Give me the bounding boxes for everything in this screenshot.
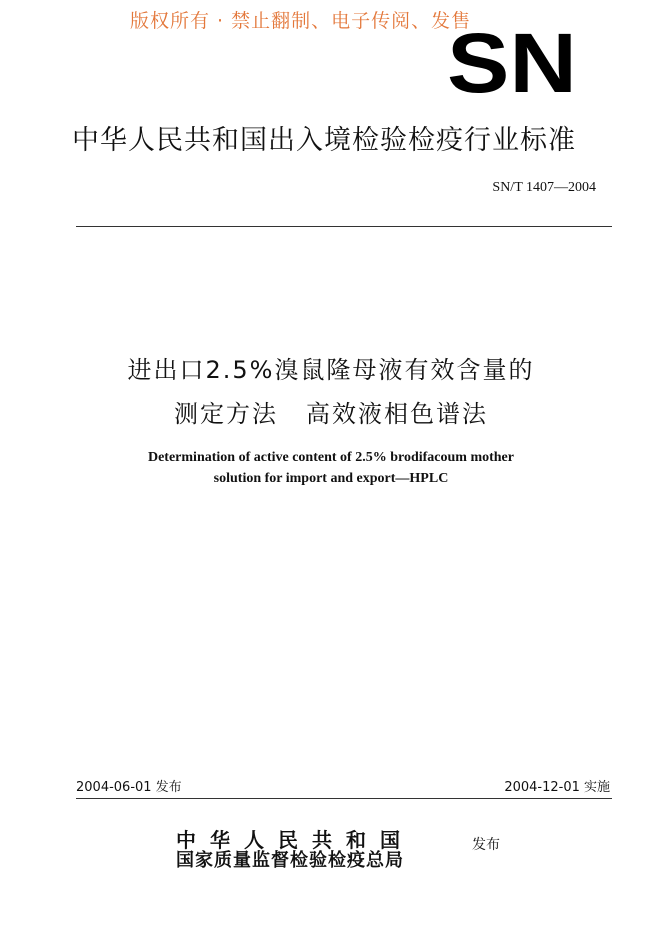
title-chinese-line-1: 进出口2.5%溴鼠隆母液有效含量的 — [127, 356, 535, 384]
footer-divider — [76, 798, 612, 799]
issuer-country: 中华人民共和国 — [176, 828, 414, 852]
title-chinese-line-2a: 测定方法 — [174, 400, 278, 428]
issued-label: 发布 — [472, 837, 500, 853]
issuer-agency: 国家质量监督检验检疫总局 — [176, 850, 404, 871]
sn-logo-text: SN — [447, 30, 577, 96]
title-english-line-2: solution for import and export—HPLC — [213, 471, 449, 486]
implementation-date: 2004-12-01 实施 — [504, 780, 610, 795]
issue-date: 2004-06-01 发布 — [76, 780, 182, 795]
title-chinese-line-2b: 高效液相色谱法 — [306, 400, 488, 428]
copyright-watermark: 版权所有 · 禁止翻制、电子传阅、发售 — [130, 10, 472, 32]
standard-number: SN/T 1407—2004 — [492, 180, 596, 195]
sn-logo — [446, 30, 578, 96]
header-divider — [76, 226, 612, 227]
title-chinese-line-2 — [0, 394, 662, 429]
organization-title: 中华人民共和国出入境检验检疫行业标准 — [72, 125, 576, 156]
title-english-line-1: Determination of active content of 2.5% brodifacoum mother — [147, 450, 514, 465]
